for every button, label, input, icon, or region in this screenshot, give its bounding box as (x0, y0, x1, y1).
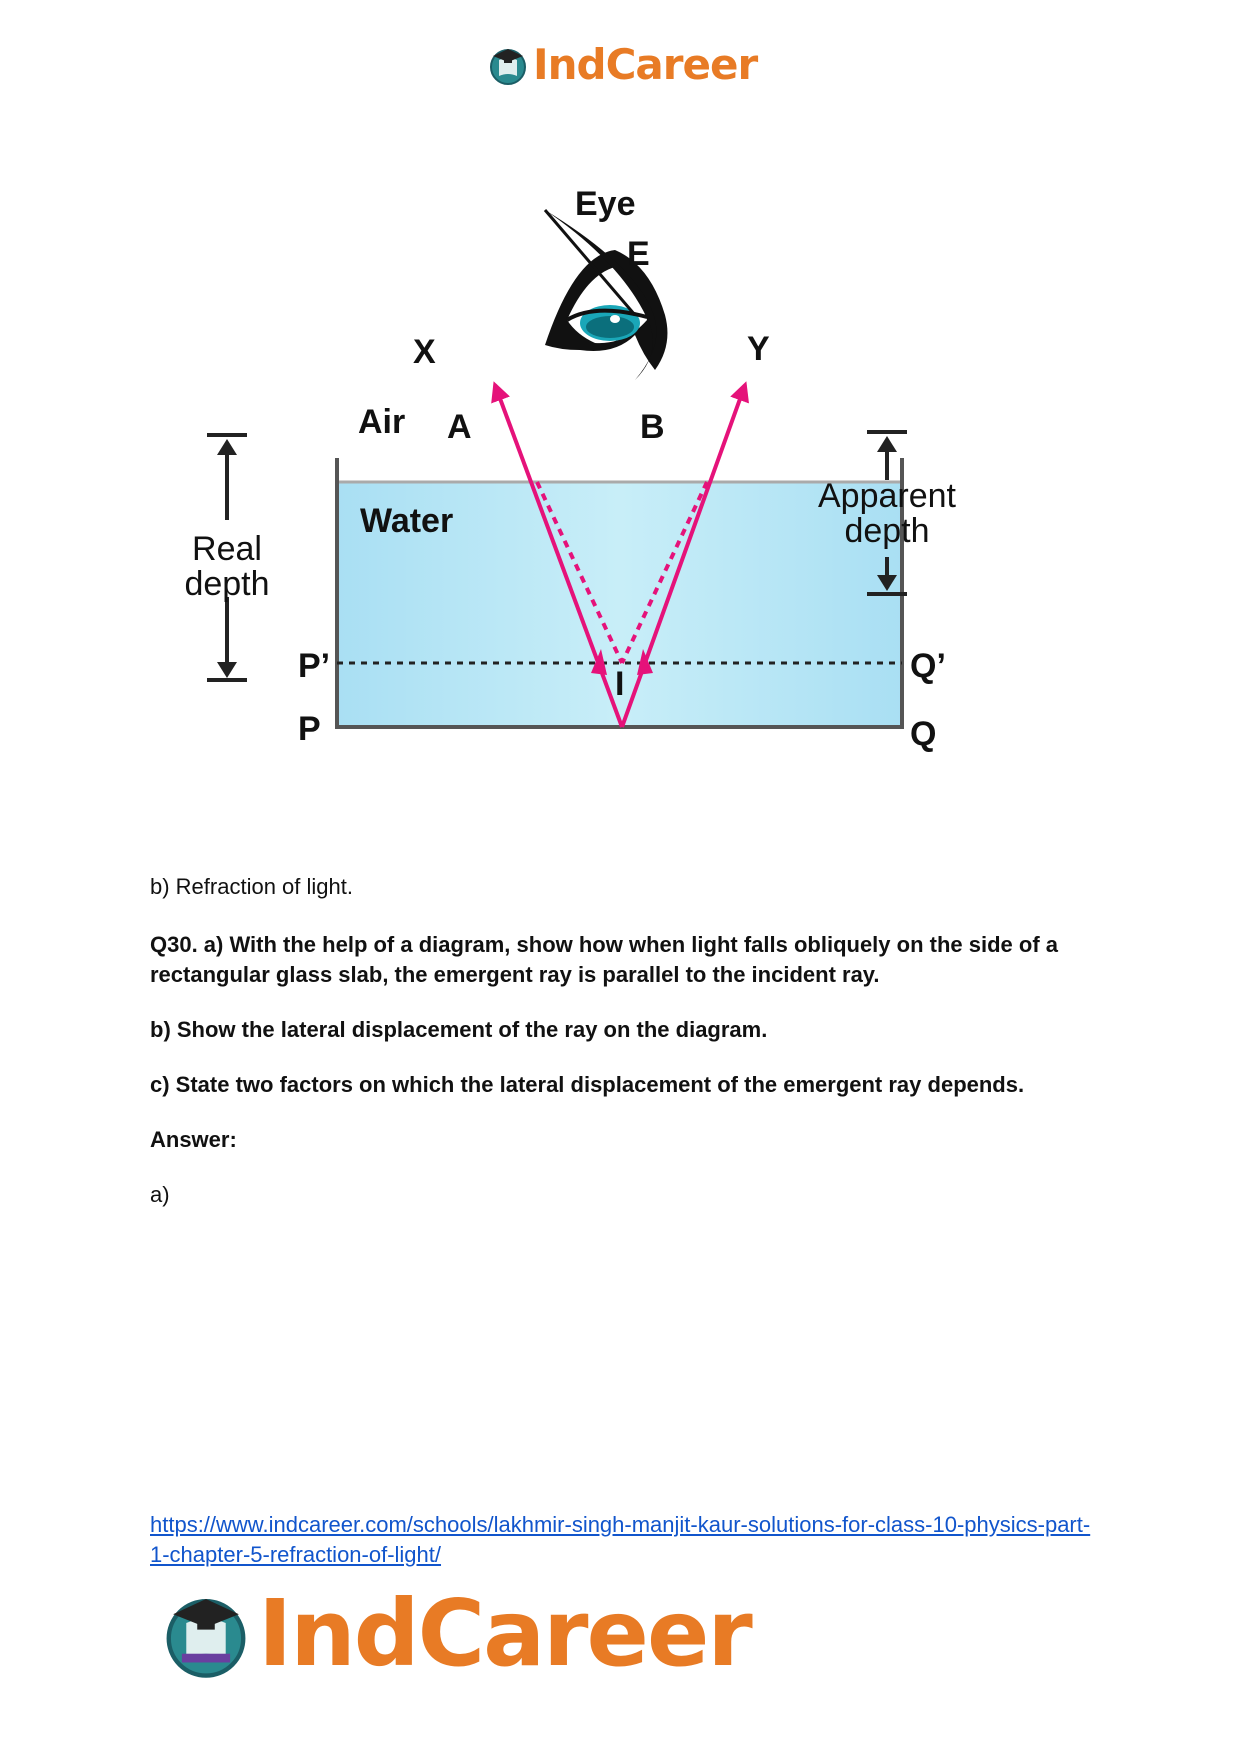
label-e: E (627, 235, 650, 273)
answer-b-text: b) Refraction of light. (150, 874, 353, 899)
label-apparent-depth-2: depth (844, 512, 930, 550)
question-30b: b) Show the lateral displacement of the ray on the diagram. (150, 1017, 768, 1042)
label-real-depth-2: depth (184, 565, 270, 603)
label-q: Q (910, 715, 937, 753)
label-air: Air (358, 403, 406, 441)
label-water: Water (360, 502, 454, 540)
label-i: I (615, 665, 625, 703)
question-30a: Q30. a) With the help of a diagram, show how when light falls obliquely on the side of a rectangular glass slab, the emergent ray is parallel to the incident ray. (150, 932, 1058, 987)
footer-logo-text: IndCareer (258, 1580, 751, 1687)
header-logo (487, 40, 757, 89)
label-p-prime: P’ (298, 647, 331, 685)
label-y: Y (747, 330, 770, 368)
header-logo-text: IndCareer (533, 40, 758, 89)
label-apparent-depth-1: Apparent (818, 477, 956, 515)
footer-logo (160, 1580, 751, 1687)
answer-a-label: a) (150, 1182, 170, 1207)
label-a: A (447, 408, 472, 446)
label-b: B (640, 408, 665, 446)
label-q-prime: Q’ (910, 647, 946, 685)
graduation-globe-icon (487, 44, 529, 86)
label-x: X (413, 333, 436, 371)
question-30c: c) State two factors on which the lateral displacement of the emergent ray depends. (150, 1072, 1025, 1097)
label-eye: Eye (575, 185, 636, 223)
label-real-depth-1: Real (192, 530, 262, 568)
refraction-diagram (184, 185, 1075, 795)
graduation-globe-icon (160, 1588, 252, 1680)
answer-label: Answer: (150, 1127, 237, 1152)
label-p: P (298, 710, 321, 748)
source-link[interactable]: https://www.indcareer.com/schools/lakhmir-singh-manjit-kaur-solutions-for-class-10-physics-part-1-chapter-5-refraction-of-light/ (150, 1512, 1091, 1567)
